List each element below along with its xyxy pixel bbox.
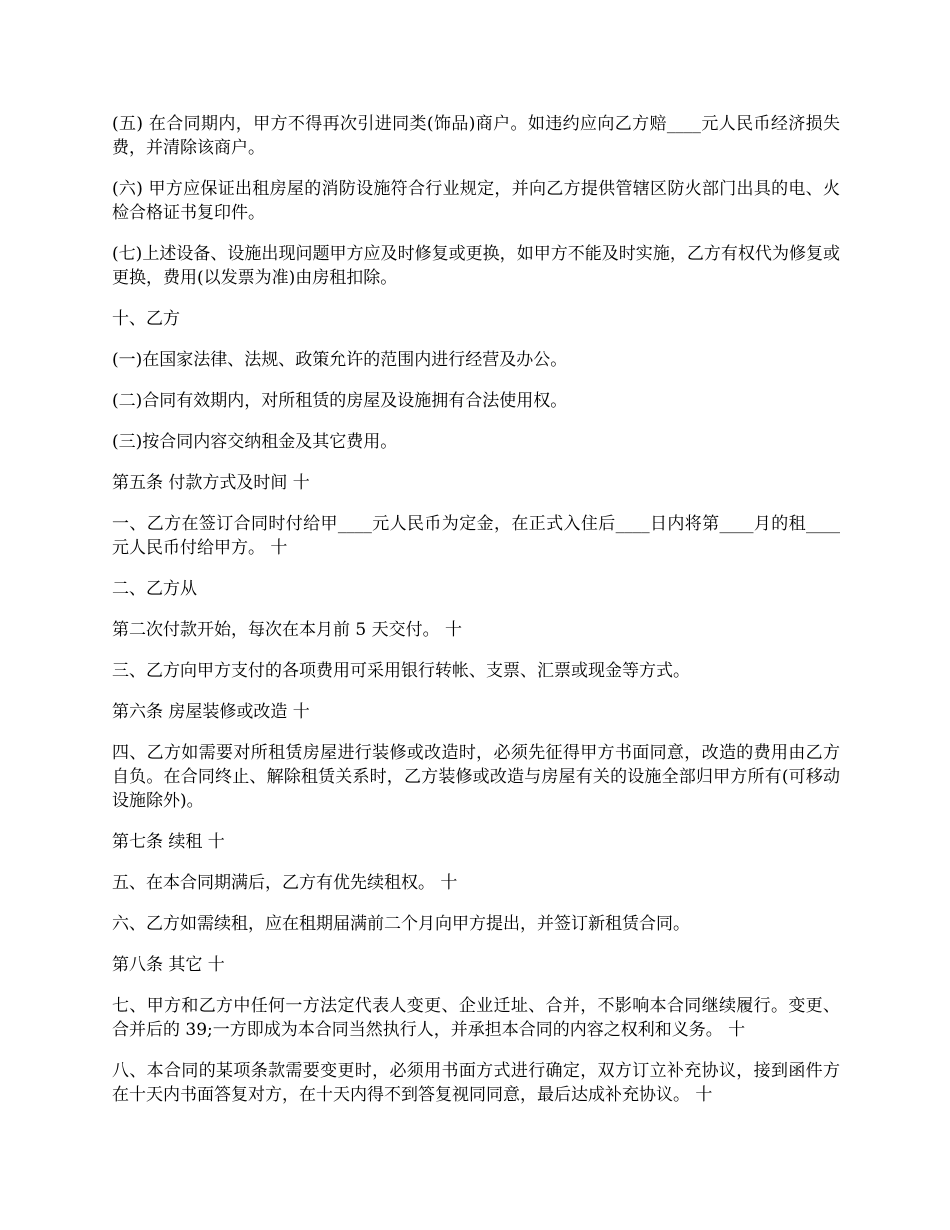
- payment-clause-2: 二、乙方从: [112, 579, 197, 599]
- paragraph-b-2: (二)合同有效期内，对所租赁的房屋及设施拥有合法使用权。: [112, 391, 568, 411]
- renovation-clause-4: 四、乙方如需要对所租赁房屋进行装修或改造时，必须先征得甲方书面同意，改造的费用由乙方自负。在合同终止、解除租赁关系时，乙方装修或改造与房屋有关的设施全部归甲方所有(可移动设施除外)。: [112, 743, 840, 811]
- payment-clause-2-continued: 第二次付款开始，每次在本月前 5 天交付。 十: [112, 620, 463, 640]
- paragraph-7-qi: (七)上述设备、设施出现问题甲方应及时修复或更换，如甲方不能及时实施，乙方有权代为修复或更换，费用(以发票为准)由房租扣除。: [112, 244, 840, 288]
- article-5-heading: 第五条 付款方式及时间 十: [112, 473, 310, 493]
- paragraph-b-1: (一)在国家法律、法规、政策允许的范围内进行经营及办公。: [112, 350, 568, 370]
- paragraph-6-liu: (六) 甲方应保证出租房屋的消防设施符合行业规定，并向乙方提供管辖区防火部门出具的电、火检合格证书复印件。: [112, 179, 840, 223]
- paragraph-b-3: (三)按合同内容交纳租金及其它费用。: [112, 432, 398, 452]
- document-page: [112, 112, 840, 1124]
- payment-clause-1: 一、乙方在签订合同时付给甲____元人民币为定金，在正式入住后____日内将第____月的租____元人民币付给甲方。 十: [112, 514, 840, 558]
- article-8-heading: 第八条 其它 十: [112, 955, 225, 975]
- article-6-heading: 第六条 房屋装修或改造 十: [112, 702, 310, 722]
- paragraph-5-wu: (五) 在合同期内，甲方不得再次引进同类(饰品)商户。如违约应向乙方赔____元人民币经济损失费，并清除该商户。: [112, 114, 840, 158]
- section-heading-party-b: 十、乙方: [112, 309, 180, 329]
- misc-clause-8: 八、本合同的某项条款需要变更时，必须用书面方式进行确定，双方订立补充协议，接到函件方在十天内书面答复对方，在十天内得不到答复视同同意，最后达成补充协议。 十: [112, 1061, 840, 1105]
- misc-clause-7: 七、甲方和乙方中任何一方法定代表人变更、企业迁址、合并，不影响本合同继续履行。变更、合并后的 39;一方即成为本合同当然执行人，并承担本合同的内容之权利和义务。 十: [112, 996, 840, 1040]
- payment-clause-3: 三、乙方向甲方支付的各项费用可采用银行转帐、支票、汇票或现金等方式。: [112, 661, 690, 681]
- renewal-clause-5: 五、在本合同期满后，乙方有优先续租权。 十: [112, 873, 458, 893]
- article-7-heading: 第七条 续租 十: [112, 832, 225, 852]
- renewal-clause-6: 六、乙方如需续租，应在租期届满前二个月向甲方提出，并签订新租赁合同。: [112, 914, 690, 934]
